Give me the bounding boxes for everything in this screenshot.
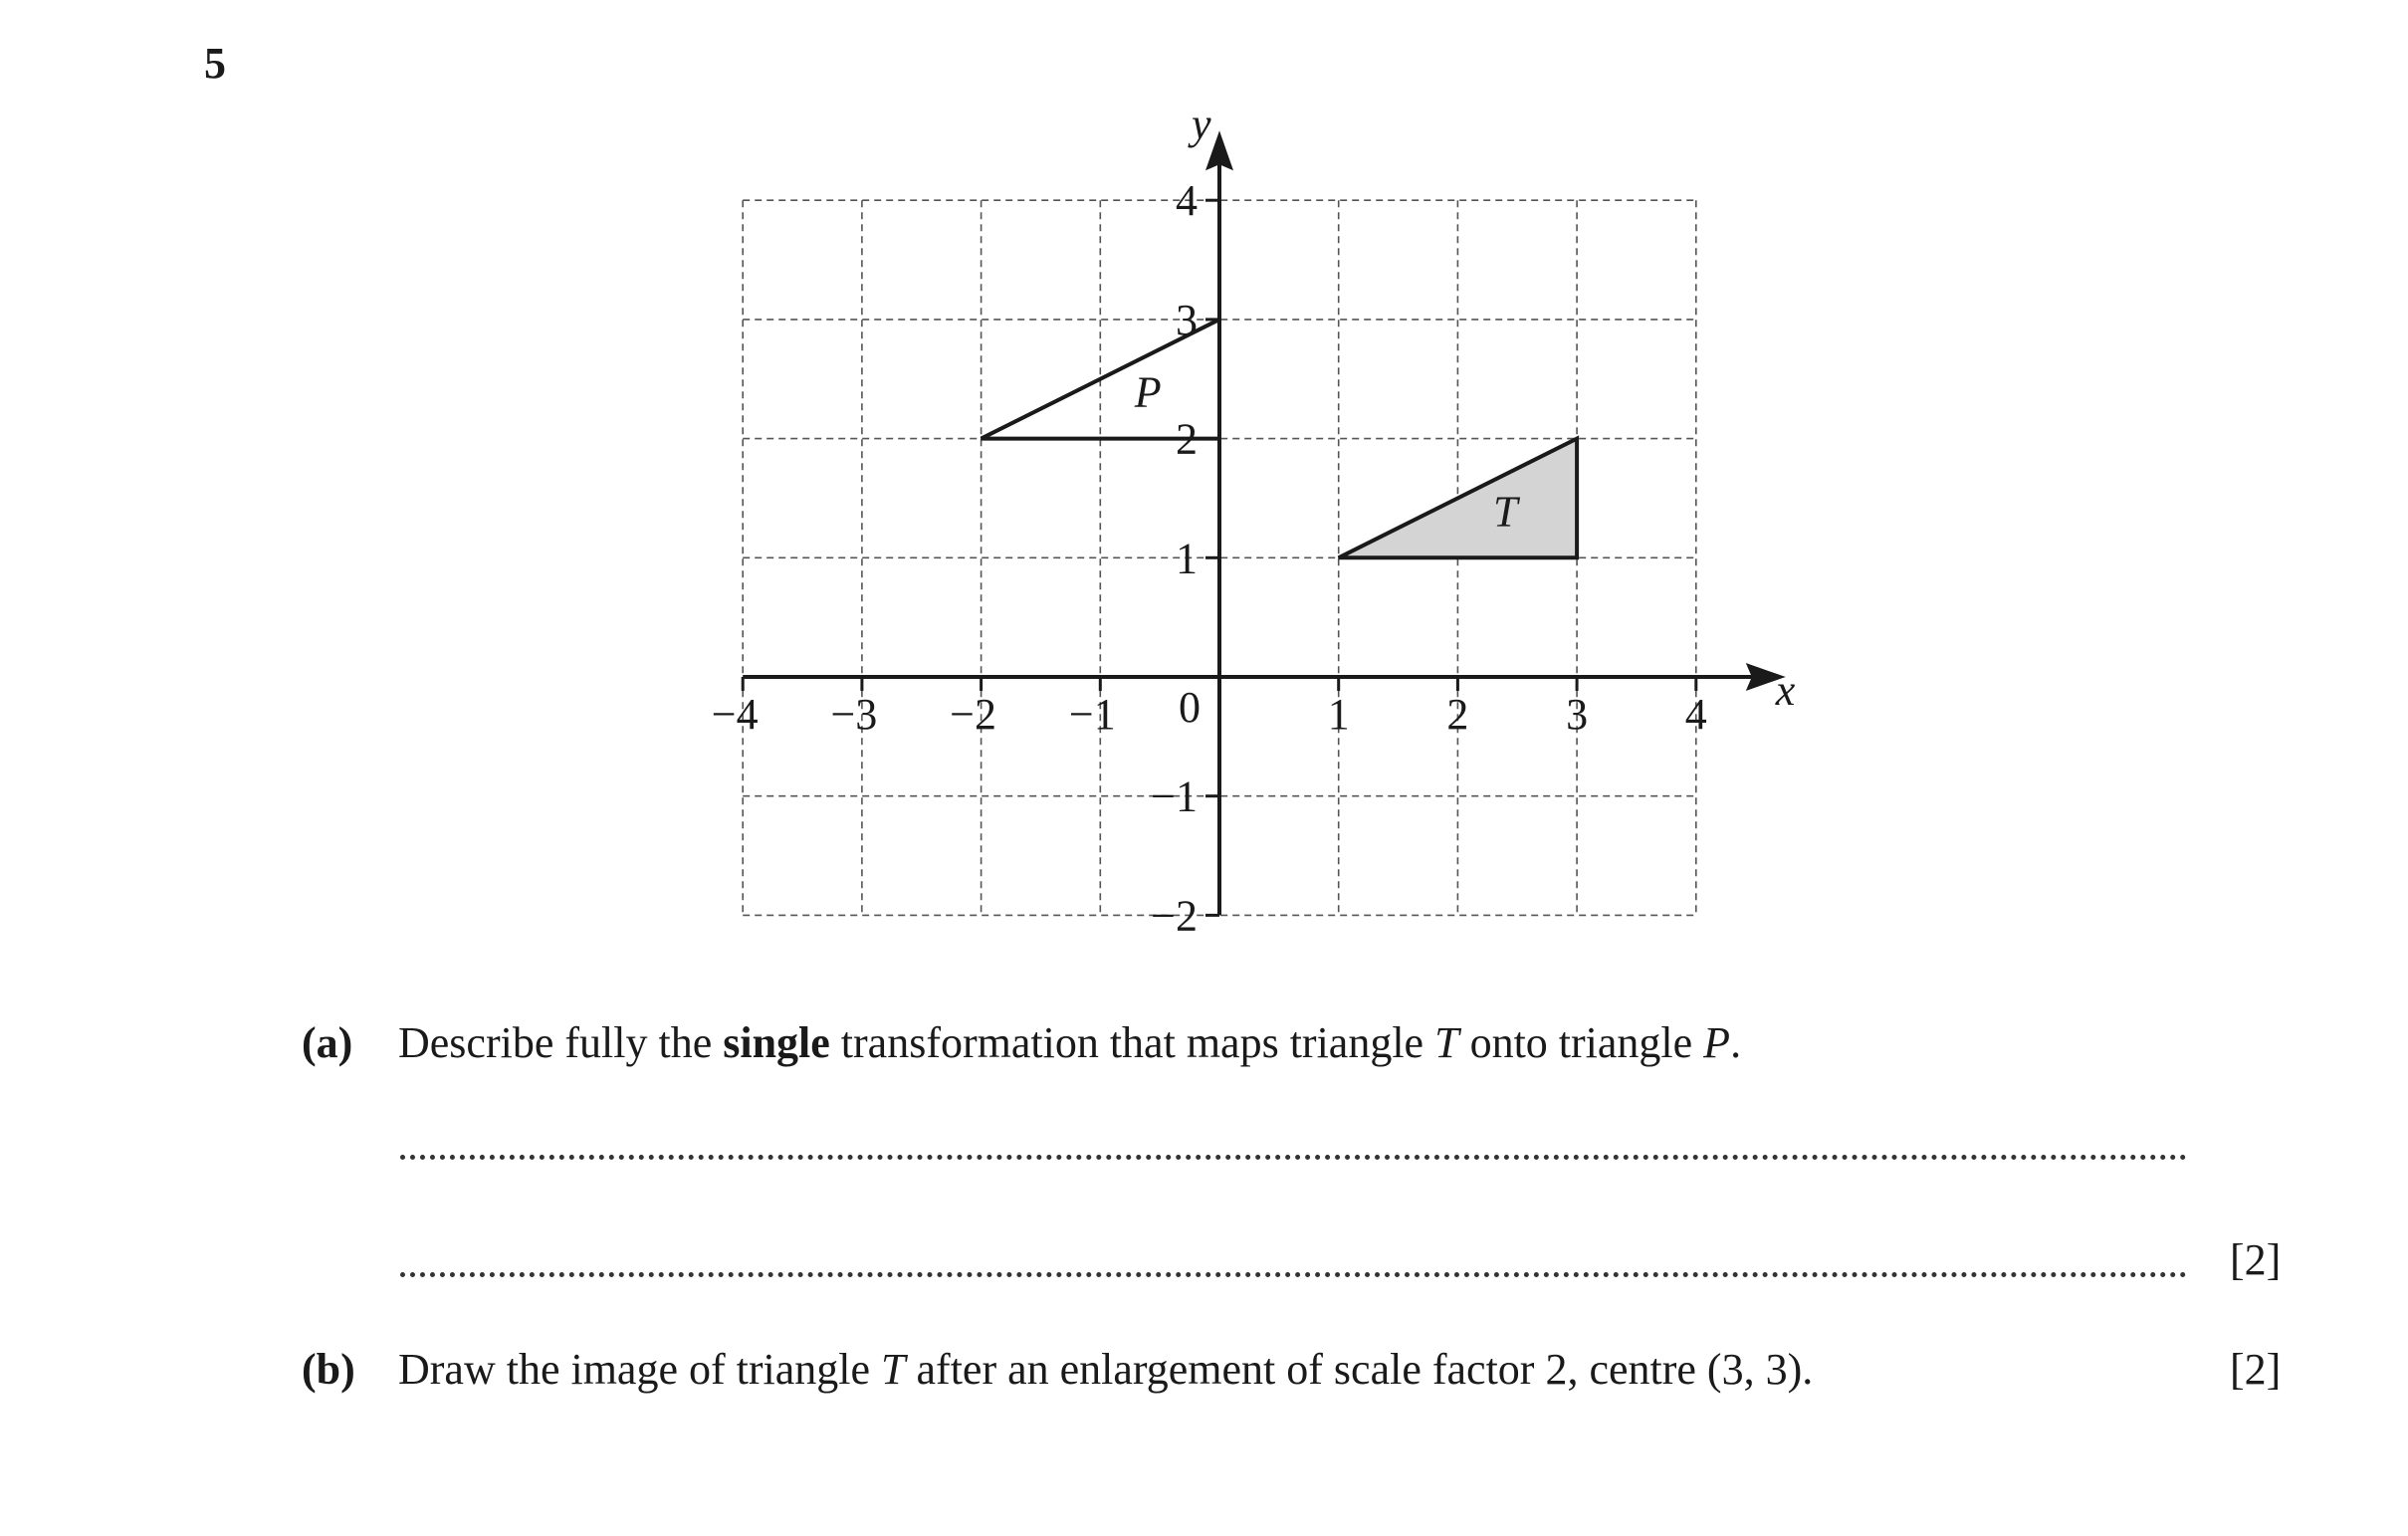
- part-a-text-2: transformation that maps triangle: [829, 1018, 1435, 1067]
- part-a-marks: [2]: [2230, 1235, 2282, 1284]
- part-b-text-1: Draw the image of triangle: [398, 1345, 882, 1394]
- answer-line-2[interactable]: [400, 1272, 2187, 1277]
- y-tick-label: 4: [1176, 176, 1198, 226]
- answer-line-1[interactable]: [400, 1155, 2187, 1160]
- part-b-label: (b): [302, 1345, 355, 1394]
- y-tick-label: 2: [1176, 414, 1198, 464]
- part-a-text-3: onto triangle: [1458, 1018, 1704, 1067]
- y-tick-label: 1: [1176, 534, 1198, 583]
- triangle-label-P: P: [1134, 367, 1162, 417]
- axes: [743, 100, 1796, 915]
- part-a-P: P: [1703, 1018, 1731, 1067]
- part-a-T: T: [1434, 1018, 1459, 1067]
- question-number: 5: [204, 39, 226, 88]
- part-a-text-1: Describe fully the: [398, 1018, 724, 1067]
- part-b-T: T: [881, 1345, 906, 1394]
- part-b-marks: [2]: [2230, 1345, 2282, 1394]
- part-a-text-4: .: [1730, 1018, 1742, 1067]
- x-tick-label: 4: [1684, 690, 1707, 739]
- part-b-question: [398, 1344, 1813, 1395]
- origin-label: 0: [1179, 683, 1201, 732]
- part-b-text-2: after an enlargement of scale factor 2, centre (3, 3).: [905, 1345, 1814, 1394]
- x-tick-label: −4: [711, 690, 759, 739]
- part-a-bold: single: [723, 1018, 830, 1067]
- x-tick-label: −2: [950, 690, 997, 739]
- part-a-label: (a): [302, 1018, 353, 1067]
- y-tick-label: −2: [1151, 891, 1198, 941]
- y-axis-label: y: [1192, 100, 1211, 149]
- x-axis-label: x: [1775, 666, 1796, 715]
- y-tick-label: 3: [1176, 295, 1198, 344]
- x-tick-label: 3: [1566, 690, 1589, 739]
- y-tick-label: −1: [1151, 771, 1198, 821]
- triangle-label-T: T: [1493, 487, 1518, 537]
- x-tick-label: 2: [1446, 690, 1469, 739]
- x-tick-label: −1: [1068, 690, 1116, 739]
- part-a-question: [398, 1017, 1741, 1068]
- x-tick-label: −3: [830, 690, 878, 739]
- x-tick-label: 1: [1327, 690, 1350, 739]
